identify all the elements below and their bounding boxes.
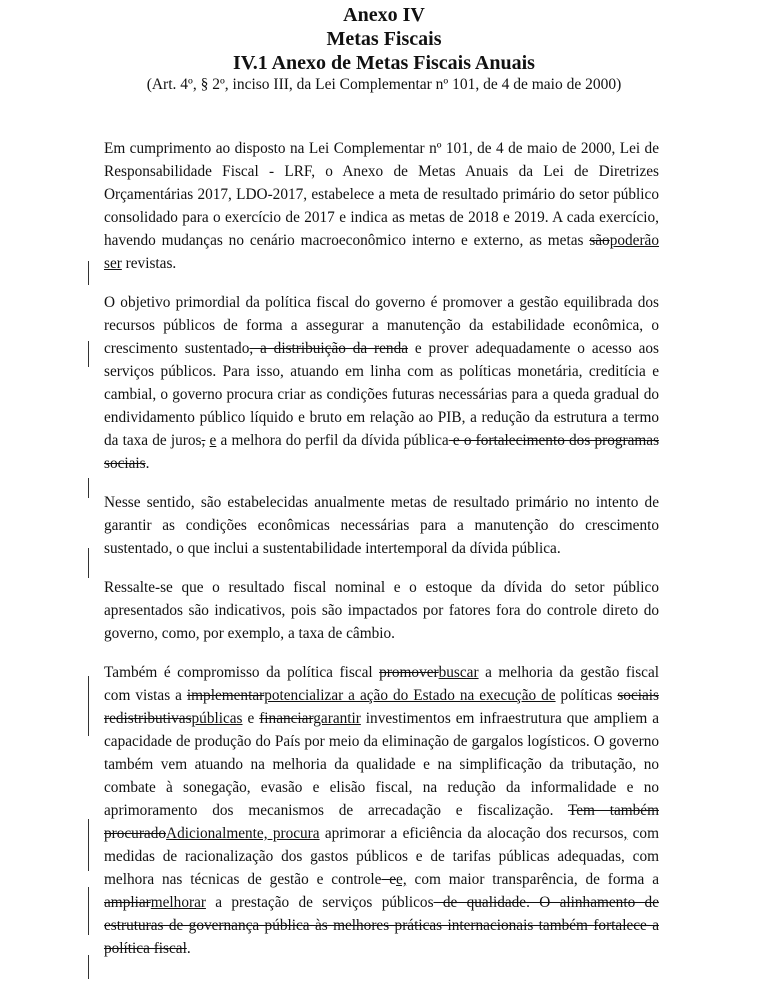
deleted-text: sociais redistributivas: [104, 687, 659, 727]
body-text: a prestação de serviços públicos: [205, 894, 434, 911]
deleted-text: Tem também procurado: [104, 802, 659, 842]
inserted-text: buscar: [438, 664, 479, 681]
paragraph-3: [104, 491, 659, 560]
body-text: e: [242, 710, 260, 727]
inserted-text: e: [209, 432, 217, 449]
change-bar: [88, 676, 89, 736]
deleted-text: e o fortalecimento dos programas sociais: [104, 432, 660, 472]
change-bar: [88, 261, 89, 285]
body-text: .: [145, 455, 150, 472]
inserted-text: poderão ser: [104, 232, 659, 272]
change-bar: [88, 548, 89, 578]
deleted-text: implementar: [186, 687, 265, 704]
deleted-text: e: [381, 871, 397, 888]
inserted-text: Adicionalmente, procura: [166, 825, 320, 842]
body-text: revistas.: [121, 255, 177, 272]
deleted-text: financiar: [259, 710, 314, 727]
paragraph-2: [104, 291, 659, 475]
body-text: e prover adequadamente o acesso aos serviços públicos. Para isso, atuando em linha com as políticas monetária, creditícia e cambial, o governo procura criar as condições futuras necessárias para a queda gradual do endividamento público líquido e bruto em relação ao PIB, a redução da estrutura a termo da taxa de juros: [104, 340, 659, 449]
change-bar: [88, 955, 89, 979]
deleted-text: ,: [201, 432, 206, 449]
body-text: a melhoria da gestão fiscal com vistas a: [104, 664, 660, 704]
inserted-text: potencializar a ação do Estado na execução de: [264, 687, 556, 704]
paragraph-1: [104, 137, 659, 275]
body-text: O objetivo primordial da política fiscal do governo é promover a gestão equilibrada dos recursos públicos de forma a assegurar a manutenção da estabilidade econômica, o crescimento sustentado: [104, 294, 659, 357]
deleted-text: ampliar: [104, 894, 151, 911]
document-header: [0, 0, 768, 95]
annex-heading: Anexo IV: [343, 4, 425, 26]
inserted-text: públicas: [191, 710, 243, 727]
body-text: Em cumprimento ao disposto na Lei Complementar nº 101, de 4 de maio de 2000, Lei de Responsabilidade Fiscal - LRF, o Anexo de Metas Anuais da Lei de Diretrizes Orçamentárias 2017, LDO-2017, estabelece a meta de resultado primário do setor público consolidado para o exercício de 2017 e indica as metas de 2018 e 2019. A cada exercício, havendo mudanças no cenário macroeconômico interno e externo, as metas: [104, 140, 659, 249]
body-text: aprimorar a eficiência da alocação dos recursos: [319, 825, 624, 842]
inserted-text: melhorar: [150, 894, 206, 911]
change-bar: [88, 341, 89, 367]
body-text: Nesse sentido, são estabelecidas anualmente metas de resultado primário no intento de garantir as condições econômicas necessárias para a manutenção do crescimento sustentado, o que inclui a sustentabilidade intertemporal da dívida pública.: [104, 494, 659, 557]
paragraph-4: [104, 576, 659, 645]
inserted-text: garantir: [313, 710, 361, 727]
deleted-text: , a distribuição da renda: [249, 340, 409, 357]
body-text: Ressalte-se que o resultado fiscal nominal e o estoque da dívida do setor público apresentados são indicativos, pois são impactados por fatores fora do controle direto do governo, como, por exemplo, a taxa de câmbio.: [104, 579, 659, 642]
change-bar: [88, 478, 89, 498]
deleted-text: de qualidade. O alinhamento de estruturas de governança pública às melhores práticas internacionais também fortalece a política fiscal: [104, 894, 659, 957]
legal-reference: (Art. 4º, § 2º, inciso III, da Lei Complementar nº 101, de 4 de maio de 2000): [146, 76, 622, 93]
section-heading: IV.1 Anexo de Metas Fiscais Anuais: [233, 52, 535, 74]
body-text: a melhora do perfil da dívida pública: [216, 432, 449, 449]
body-text: com maior transparência, de forma a: [406, 871, 659, 888]
paragraph-5: [104, 661, 659, 960]
change-bar: [88, 887, 89, 935]
inserted-text: ,: [623, 825, 628, 842]
body-text: .: [186, 940, 191, 957]
change-bar: [88, 819, 89, 871]
body-text: investimentos em infraestrutura que ampliem a capacidade de produção do País por meio da eliminação de gargalos logísticos. O governo também vem atuando na melhoria da qualidade e na simplificação da tributação, no combate à sonegação, evasão e elisão fiscal, na redução da informalidade e no aprimoramento dos mecanismos de arrecadação e fiscalização.: [104, 710, 659, 819]
document-body: [104, 137, 659, 976]
body-text: com medidas de racionalização dos gastos públicos e de tarifas públicas adequadas, com melhora nas técnicas de gestão e controle: [104, 825, 659, 888]
inserted-text: e,: [396, 871, 407, 888]
body-text: Também é compromisso da política fiscal: [104, 664, 380, 681]
body-text: políticas: [555, 687, 618, 704]
deleted-text: são: [589, 232, 610, 249]
document-title: Metas Fiscais: [326, 28, 442, 50]
deleted-text: promover: [379, 664, 439, 681]
